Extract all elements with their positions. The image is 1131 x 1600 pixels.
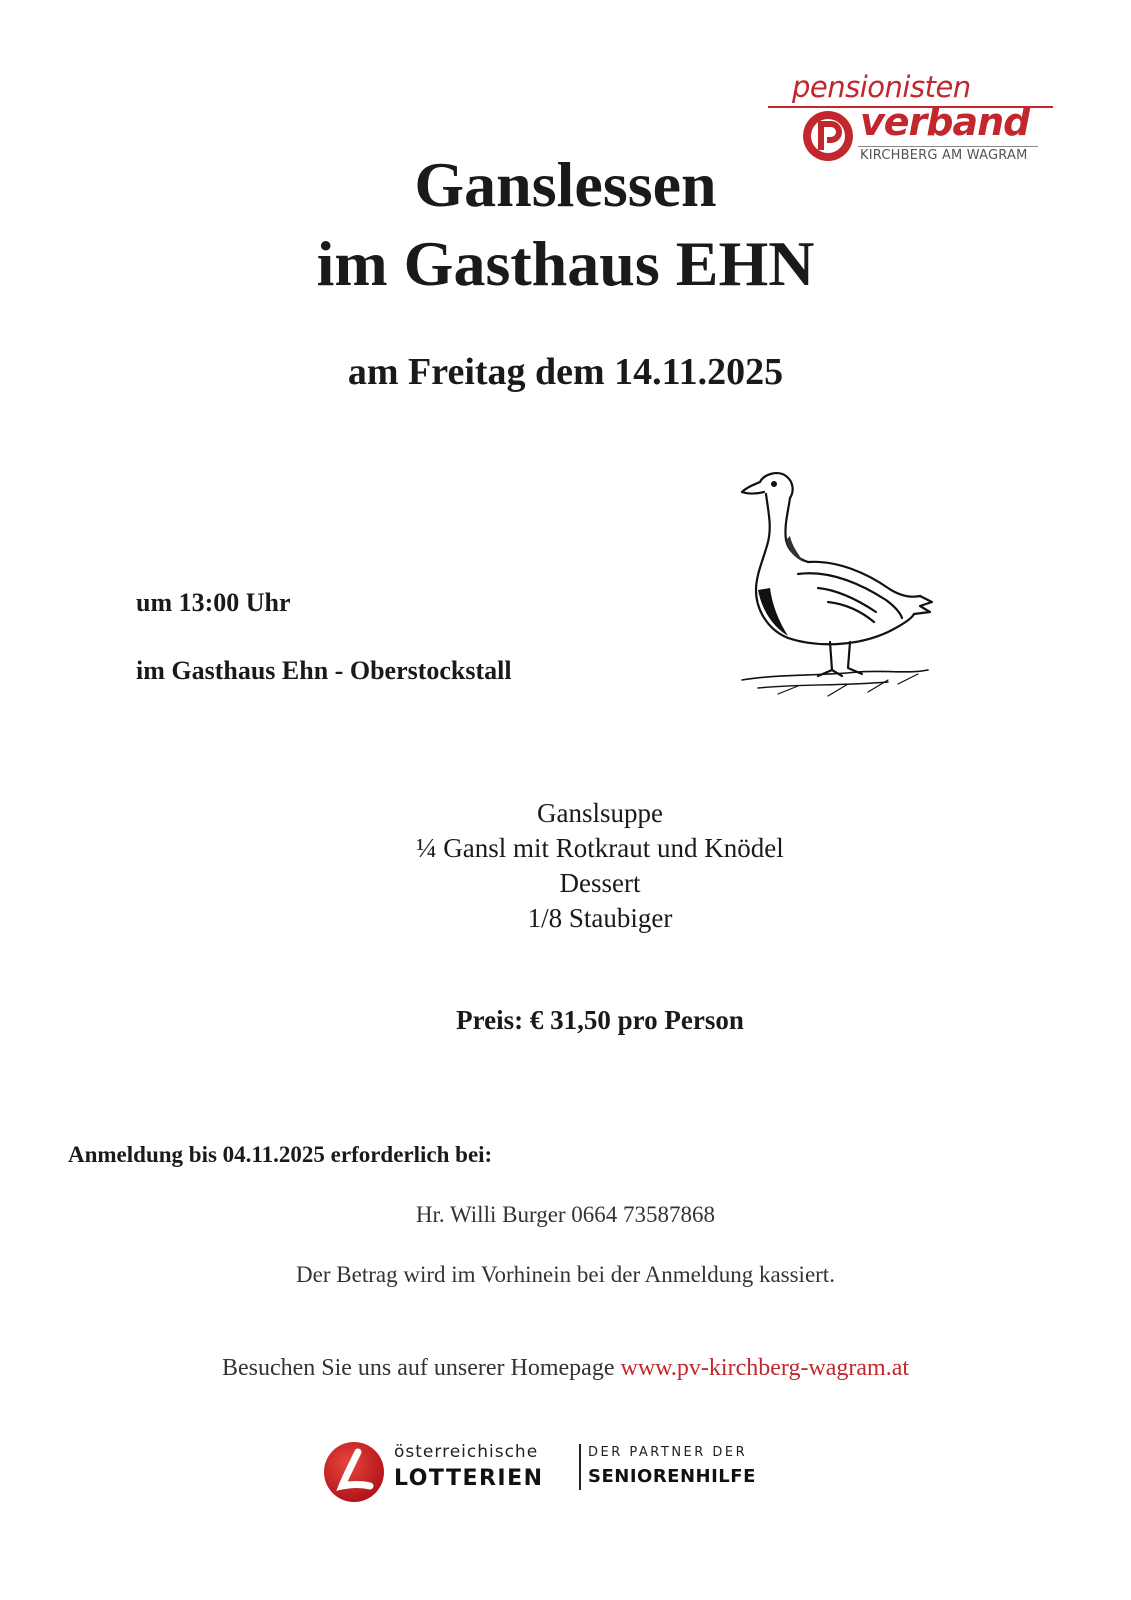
lotterien-logo	[322, 1440, 792, 1510]
homepage-link[interactable]: www.pv-kirchberg-wagram.at	[620, 1355, 910, 1381]
sponsor-line1: österreichische	[394, 1442, 539, 1462]
goose-icon	[738, 470, 948, 705]
menu-item: 1/8 Staubiger	[527, 903, 673, 933]
logo-location: KIRCHBERG AM WAGRAM	[860, 148, 1028, 163]
homepage-line	[0, 1355, 1131, 1382]
sponsor-divider	[579, 1444, 581, 1490]
menu-item: ¼ Gansl mit Rotkraut und Knödel	[416, 833, 784, 863]
menu-item: Ganslsuppe	[537, 798, 663, 828]
logo-top-text: pensionisten	[792, 70, 971, 104]
registration-heading: Anmeldung bis 04.11.2025 erforderlich bei:	[68, 1142, 493, 1167]
sponsor-line2: LOTTERIEN	[394, 1466, 544, 1491]
event-date: am Freitag dem 14.11.2025	[347, 351, 784, 393]
menu-list	[300, 796, 900, 936]
homepage-text: Besuchen Sie uns auf unserer Homepage	[221, 1355, 615, 1381]
price: Preis: € 31,50 pro Person	[456, 1005, 744, 1035]
menu-item: Dessert	[559, 868, 641, 898]
page-title-line1: Ganslessen	[414, 149, 717, 220]
event-time: um 13:00 Uhr	[136, 588, 291, 617]
sponsor-partner2: SENIORENHILFE	[588, 1466, 756, 1487]
event-place: im Gasthaus Ehn - Oberstockstall	[136, 656, 512, 685]
page-title-line2: im Gasthaus EHN	[316, 228, 815, 299]
payment-note: Der Betrag wird im Vorhinein bei der Anmeldung kassiert.	[296, 1262, 835, 1287]
sponsor-partner1: DER PARTNER DER	[588, 1445, 748, 1460]
registration-contact: Hr. Willi Burger 0664 73587868	[415, 1202, 716, 1227]
logo-main-text: verband	[860, 100, 1030, 144]
lotterien-logo-icon	[322, 1440, 386, 1504]
